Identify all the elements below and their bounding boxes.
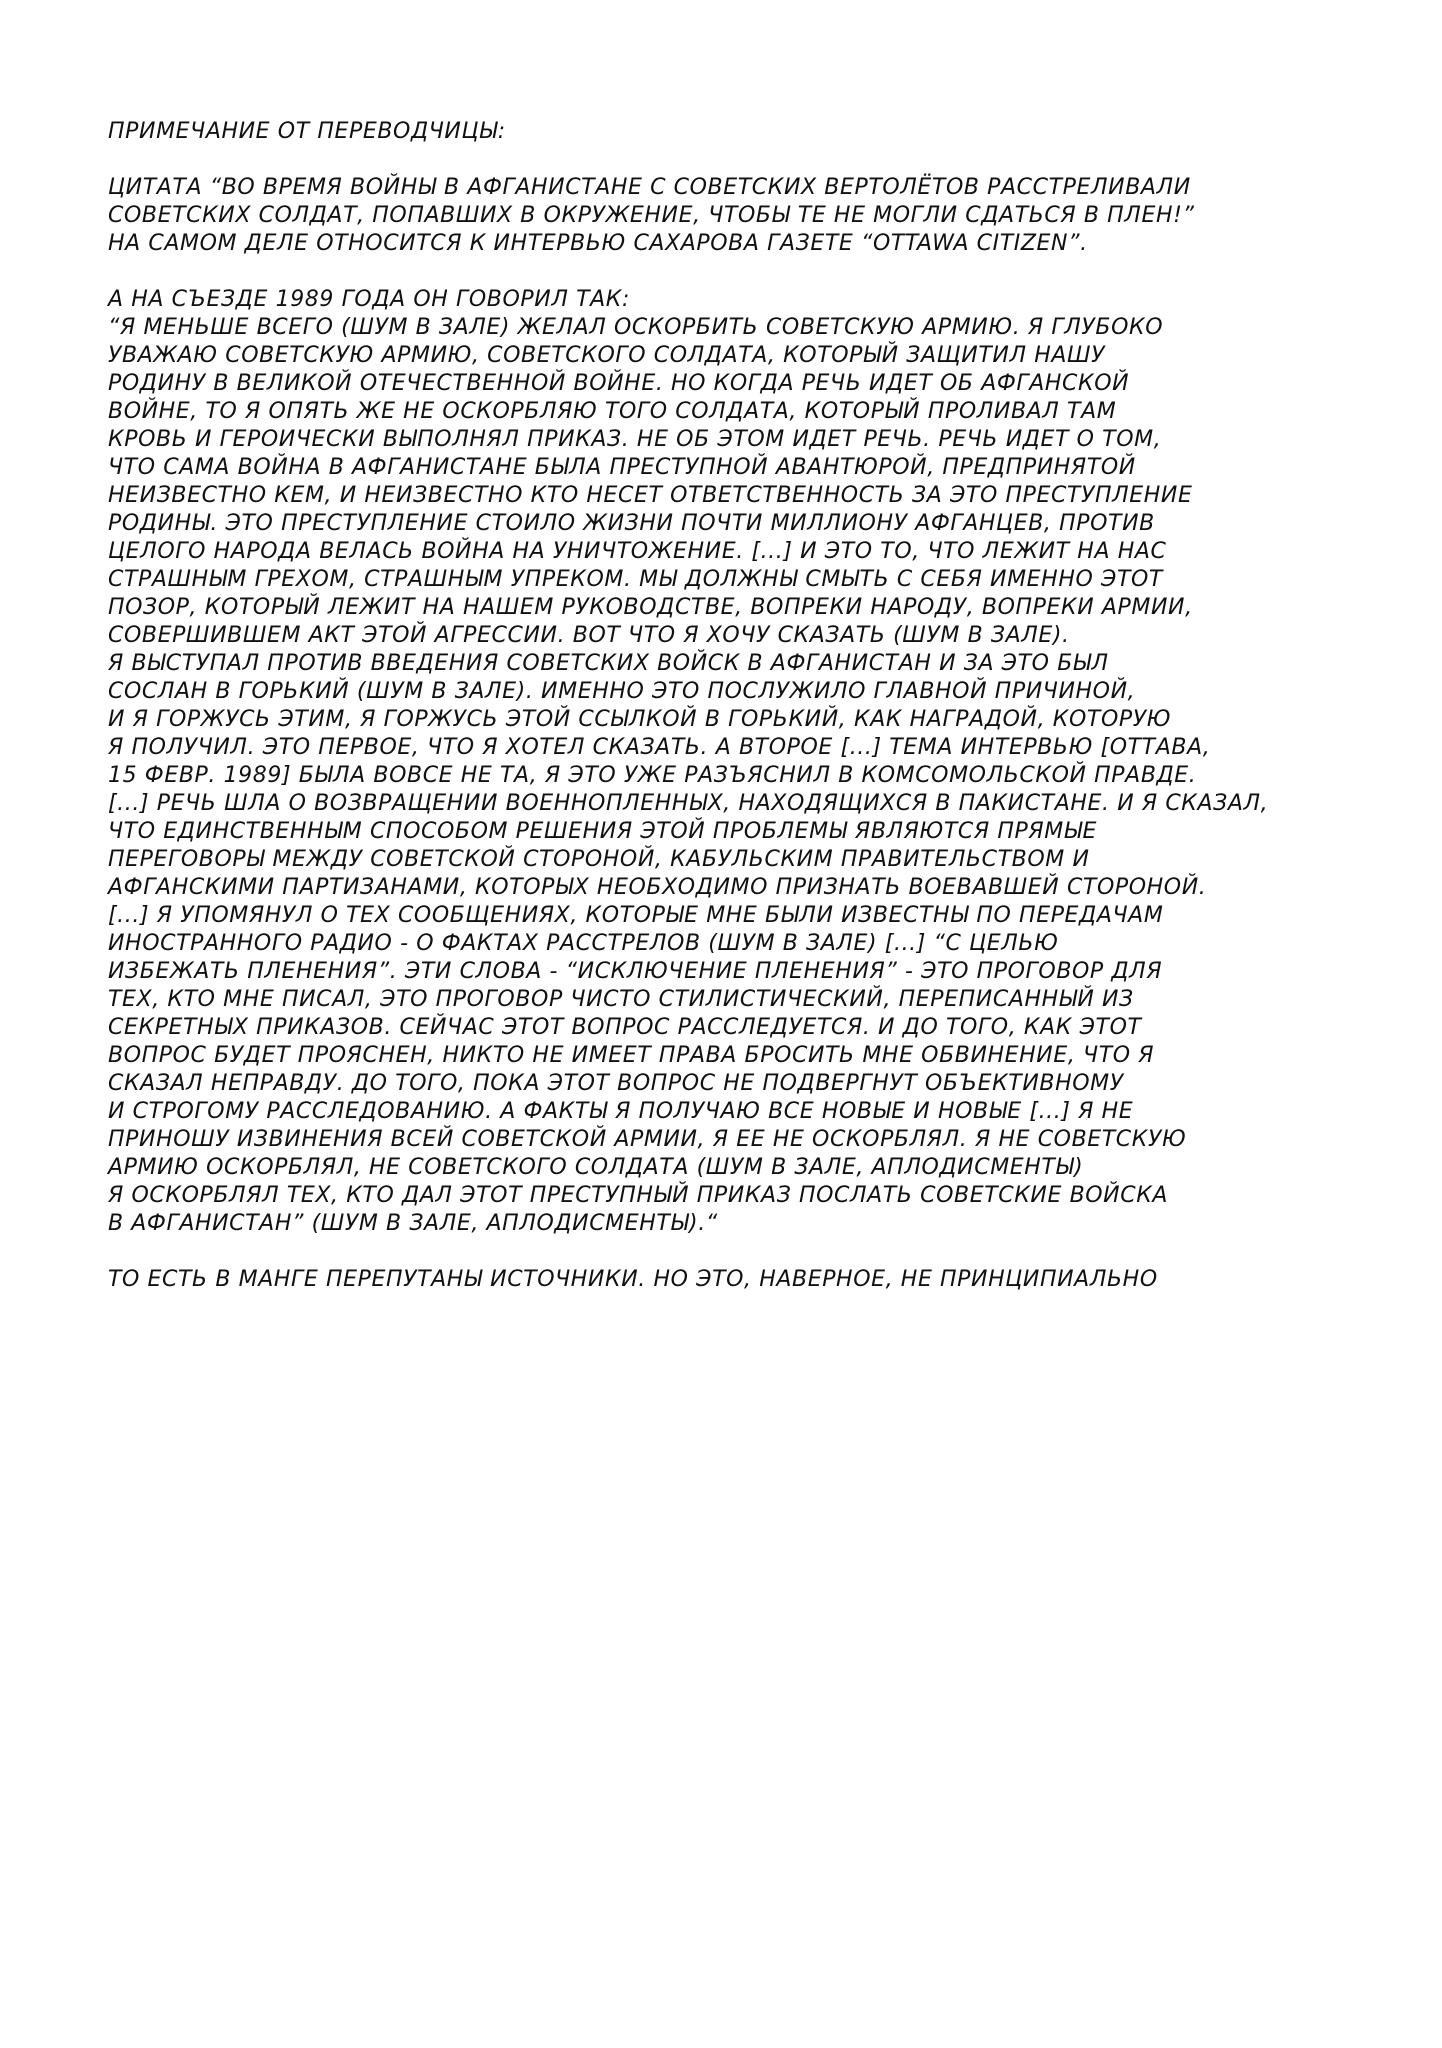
speech-line: КРОВЬ И ГЕРОИЧЕСКИ ВЫПОЛНЯЛ ПРИКАЗ. НЕ ОБ ЭТОМ ИДЕТ РЕЧЬ. РЕЧЬ ИДЕТ О ТОМ,	[108, 427, 1162, 452]
speech-line: СКАЗАЛ НЕПРАВДУ. ДО ТОГО, ПОКА ЭТОТ ВОПРОС НЕ ПОДВЕРГНУТ ОБЪЕКТИВНОМУ	[108, 1071, 1124, 1096]
paragraph-gap	[108, 146, 1348, 174]
speech-line: НЕИЗВЕСТНО КЕМ, И НЕИЗВЕСТНО КТО НЕСЕТ ОТВЕТСТВЕННОСТЬ ЗА ЭТО ПРЕСТУПЛЕНИЕ	[108, 483, 1193, 508]
speech-line: [...] РЕЧЬ ШЛА О ВОЗВРАЩЕНИИ ВОЕННОПЛЕННЫХ, НАХОДЯЩИХСЯ В ПАКИСТАНЕ. И Я СКАЗАЛ,	[108, 791, 1269, 816]
speech-line: УВАЖАЮ СОВЕТСКУЮ АРМИЮ, СОВЕТСКОГО СОЛДАТА, КОТОРЫЙ ЗАЩИТИЛ НАШУ	[108, 343, 1106, 368]
note-heading: ПРИМЕЧАНИЕ ОТ ПЕРЕВОДЧИЦЫ:	[108, 119, 506, 144]
speech-line: АФГАНСКИМИ ПАРТИЗАНАМИ, КОТОРЫХ НЕОБХОДИМО ПРИЗНАТЬ ВОЕВАВШЕЙ СТОРОНОЙ.	[108, 875, 1207, 900]
speech-line: АРМИЮ ОСКОРБЛЯЛ, НЕ СОВЕТСКОГО СОЛДАТА (ШУМ В ЗАЛЕ, АПЛОДИСМЕНТЫ)	[108, 1155, 1084, 1180]
speech-line: ВОПРОС БУДЕТ ПРОЯСНЕН, НИКТО НЕ ИМЕЕТ ПРАВА БРОСИТЬ МНЕ ОБВИНЕНИЕ, ЧТО Я	[108, 1043, 1155, 1068]
speech-line: А НА СЪЕЗДЕ 1989 ГОДА ОН ГОВОРИЛ ТАК:	[108, 287, 630, 312]
speech-line: ВОЙНЕ, ТО Я ОПЯТЬ ЖЕ НЕ ОСКОРБЛЯЮ ТОГО СОЛДАТА, КОТОРЫЙ ПРОЛИВАЛ ТАМ	[108, 399, 1117, 424]
speech-line: [...] Я УПОМЯНУЛ О ТЕХ СООБЩЕНИЯХ, КОТОРЫЕ МНЕ БЫЛИ ИЗВЕСТНЫ ПО ПЕРЕДАЧАМ	[108, 903, 1164, 928]
speech-line: ЦЕЛОГО НАРОДА ВЕЛАСЬ ВОЙНА НА УНИЧТОЖЕНИЕ. [...] И ЭТО ТО, ЧТО ЛЕЖИТ НА НАС	[108, 539, 1167, 564]
speech-line: И Я ГОРЖУСЬ ЭТИМ, Я ГОРЖУСЬ ЭТОЙ ССЫЛКОЙ В ГОРЬКИЙ, КАК НАГРАДОЙ, КОТОРУЮ	[108, 707, 1172, 732]
paragraph-gap	[108, 1238, 1348, 1266]
speech-line: ПРИНОШУ ИЗВИНЕНИЯ ВСЕЙ СОВЕТСКОЙ АРМИИ, Я ЕЕ НЕ ОСКОРБЛЯЛ. Я НЕ СОВЕТСКУЮ	[108, 1127, 1187, 1152]
speech-paragraph	[108, 286, 1348, 1238]
translator-note	[108, 118, 1348, 1294]
speech-line: СЕКРЕТНЫХ ПРИКАЗОВ. СЕЙЧАС ЭТОТ ВОПРОС РАССЛЕДУЕТСЯ. И ДО ТОГО, КАК ЭТОТ	[108, 1015, 1142, 1040]
speech-line: 15 ФЕВР. 1989] БЫЛА ВОВСЕ НЕ ТА, Я ЭТО УЖЕ РАЗЪЯСНИЛ В КОМСОМОЛЬСКОЙ ПРАВДЕ.	[108, 763, 1197, 788]
speech-line: РОДИНЫ. ЭТО ПРЕСТУПЛЕНИЕ СТОИЛО ЖИЗНИ ПОЧТИ МИЛЛИОНУ АФГАНЦЕВ, ПРОТИВ	[108, 511, 1155, 536]
speech-line: Я ОСКОРБЛЯЛ ТЕХ, КТО ДАЛ ЭТОТ ПРЕСТУПНЫЙ ПРИКАЗ ПОСЛАТЬ СОВЕТСКИЕ ВОЙСКА	[108, 1183, 1169, 1208]
quote-line: ЦИТАТА “ВО ВРЕМЯ ВОЙНЫ В АФГАНИСТАНЕ С СОВЕТСКИХ ВЕРТОЛЁТОВ РАССТРЕЛИВАЛИ	[108, 175, 1191, 200]
paragraph-gap	[108, 258, 1348, 286]
speech-line: Я ВЫСТУПАЛ ПРОТИВ ВВЕДЕНИЯ СОВЕТСКИХ ВОЙСК В АФГАНИСТАН И ЗА ЭТО БЫЛ	[108, 651, 1109, 676]
speech-line: ПЕРЕГОВОРЫ МЕЖДУ СОВЕТСКОЙ СТОРОНОЙ, КАБУЛЬСКИМ ПРАВИТЕЛЬСТВОМ И	[108, 847, 1090, 872]
speech-line: ИНОСТРАННОГО РАДИО - О ФАКТАХ РАССТРЕЛОВ (ШУМ В ЗАЛЕ) [...] “С ЦЕЛЬЮ	[108, 931, 1059, 956]
speech-line: СТРАШНЫМ ГРЕХОМ, СТРАШНЫМ УПРЕКОМ. МЫ ДОЛЖНЫ СМЫТЬ С СЕБЯ ИМЕННО ЭТОТ	[108, 567, 1163, 592]
speech-line: ПОЗОР, КОТОРЫЙ ЛЕЖИТ НА НАШЕМ РУКОВОДСТВЕ, ВОПРЕКИ НАРОДУ, ВОПРЕКИ АРМИИ,	[108, 595, 1193, 620]
speech-line: “Я МЕНЬШЕ ВСЕГО (ШУМ В ЗАЛЕ) ЖЕЛАЛ ОСКОРБИТЬ СОВЕТСКУЮ АРМИЮ. Я ГЛУБОКО	[108, 315, 1164, 340]
quote-paragraph	[108, 174, 1348, 258]
speech-line: ТЕХ, КТО МНЕ ПИСАЛ, ЭТО ПРОГОВОР ЧИСТО СТИЛИСТИЧЕСКИЙ, ПЕРЕПИСАННЫЙ ИЗ	[108, 987, 1134, 1012]
speech-line: В АФГАНИСТАН” (ШУМ В ЗАЛЕ, АПЛОДИСМЕНТЫ).“	[108, 1211, 718, 1236]
speech-line: ЧТО ЕДИНСТВЕННЫМ СПОСОБОМ РЕШЕНИЯ ЭТОЙ ПРОБЛЕМЫ ЯВЛЯЮТСЯ ПРЯМЫЕ	[108, 819, 1097, 844]
speech-line: СОСЛАН В ГОРЬКИЙ (ШУМ В ЗАЛЕ). ИМЕННО ЭТО ПОСЛУЖИЛО ГЛАВНОЙ ПРИЧИНОЙ,	[108, 679, 1136, 704]
speech-line: ЧТО САМА ВОЙНА В АФГАНИСТАНЕ БЫЛА ПРЕСТУПНОЙ АВАНТЮРОЙ, ПРЕДПРИНЯТОЙ	[108, 455, 1136, 480]
quote-line: НА САМОМ ДЕЛЕ ОТНОСИТСЯ К ИНТЕРВЬЮ САХАРОВА ГАЗЕТЕ “OTTAWA CITIZEN”.	[108, 231, 1088, 256]
speech-line: РОДИНУ В ВЕЛИКОЙ ОТЕЧЕСТВЕННОЙ ВОЙНЕ. НО КОГДА РЕЧЬ ИДЕТ ОБ АФГАНСКОЙ	[108, 371, 1130, 396]
note-conclusion: ТО ЕСТЬ В МАНГЕ ПЕРЕПУТАНЫ ИСТОЧНИКИ. НО ЭТО, НАВЕРНОЕ, НЕ ПРИНЦИПИАЛЬНО	[108, 1267, 1158, 1292]
speech-line: ИЗБЕЖАТЬ ПЛЕНЕНИЯ”. ЭТИ СЛОВА - “ИСКЛЮЧЕНИЕ ПЛЕНЕНИЯ” - ЭТО ПРОГОВОР ДЛЯ	[108, 959, 1163, 984]
quote-line: СОВЕТСКИХ СОЛДАТ, ПОПАВШИХ В ОКРУЖЕНИЕ, ЧТОБЫ ТЕ НЕ МОГЛИ СДАТЬСЯ В ПЛЕН!”	[108, 203, 1195, 228]
speech-line: И СТРОГОМУ РАССЛЕДОВАНИЮ. А ФАКТЫ Я ПОЛУЧАЮ ВСЕ НОВЫЕ И НОВЫЕ [...] Я НЕ	[108, 1099, 1134, 1124]
speech-line: СОВЕРШИВШЕМ АКТ ЭТОЙ АГРЕССИИ. ВОТ ЧТО Я ХОЧУ СКАЗАТЬ (ШУМ В ЗАЛЕ).	[108, 623, 1070, 648]
speech-line: Я ПОЛУЧИЛ. ЭТО ПЕРВОЕ, ЧТО Я ХОТЕЛ СКАЗАТЬ. А ВТОРОЕ [...] ТЕМА ИНТЕРВЬЮ [ОТТАВА,	[108, 735, 1211, 760]
